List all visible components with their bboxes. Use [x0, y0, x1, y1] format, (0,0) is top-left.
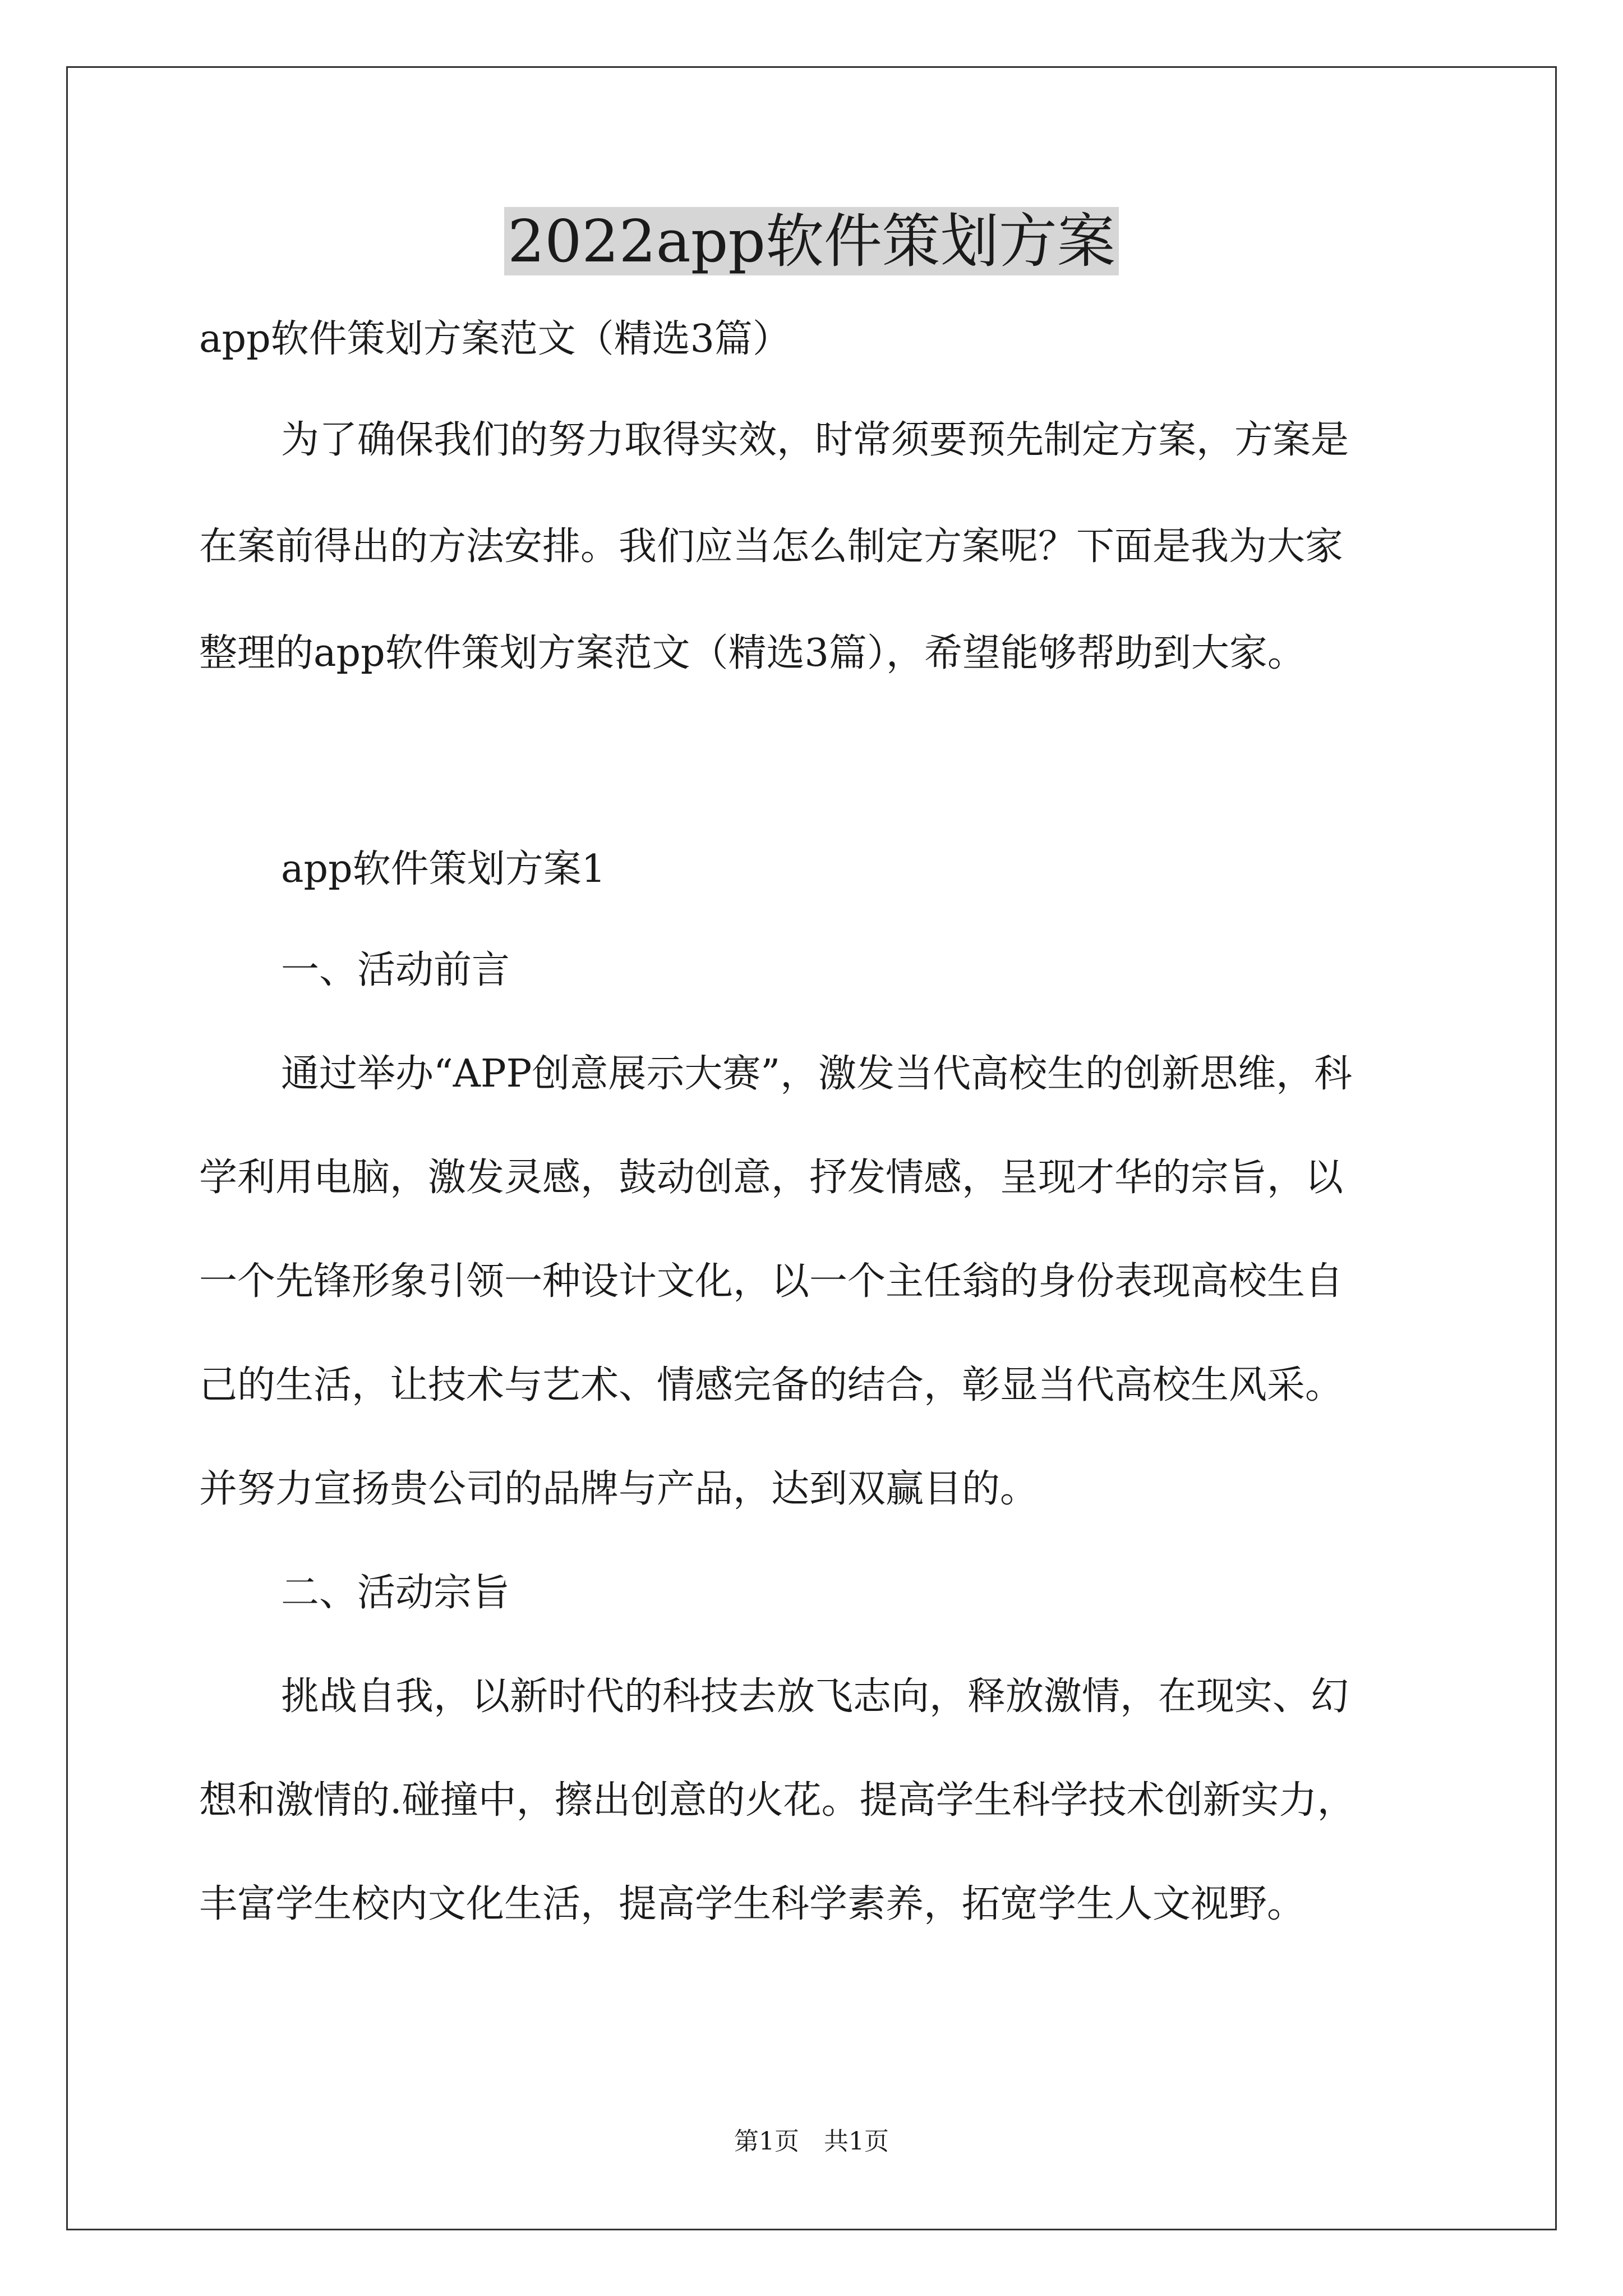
heading-activity-purpose: 二、活动宗旨 [281, 1571, 510, 1615]
document-title [0, 202, 1623, 280]
intro-line: 在案前得出的方法安排。我们应当怎么制定方案呢？下面是我为大家 [199, 524, 1344, 569]
subtitle: app软件策划方案范文（精选3篇） [199, 317, 791, 361]
paragraph-line: 学利用电脑，激发灵感，鼓动创意，抒发情感，呈现才华的宗旨，以 [199, 1156, 1344, 1200]
paragraph-line: 想和激情的.碰撞中，擦出创意的火花。提高学生科学技术创新实力， [199, 1778, 1355, 1823]
page-footer: 第1页 共1页 [734, 2127, 889, 2156]
paragraph-line: 己的生活，让技术与艺术、情感完备的结合，彰显当代高校生风采。 [199, 1363, 1344, 1407]
paragraph-line: 挑战自我，以新时代的科技去放飞志向，释放激情，在现实、幻 [281, 1674, 1349, 1719]
paragraph-line: 丰富学生校内文化生活，提高学生科学素养，拓宽学生人文视野。 [199, 1882, 1306, 1926]
paragraph-line: 通过举办“APP创意展示大赛”，激发当代高校生的创新思维，科 [281, 1052, 1353, 1096]
paragraph-line: 并努力宣扬贵公司的品牌与产品，达到双赢目的。 [199, 1467, 1039, 1511]
section-title: app软件策划方案1 [281, 847, 606, 891]
paragraph-line: 一个先锋形象引领一种设计文化，以一个主任翁的身份表现高校生自 [199, 1259, 1344, 1304]
heading-activity-preface: 一、活动前言 [281, 948, 510, 992]
intro-line: 整理的app软件策划方案范文（精选3篇），希望能够帮助到大家。 [199, 631, 1306, 675]
title-text: 2022app软件策划方案 [504, 207, 1119, 275]
intro-line: 为了确保我们的努力取得实效，时常须要预先制定方案，方案是 [281, 418, 1349, 462]
